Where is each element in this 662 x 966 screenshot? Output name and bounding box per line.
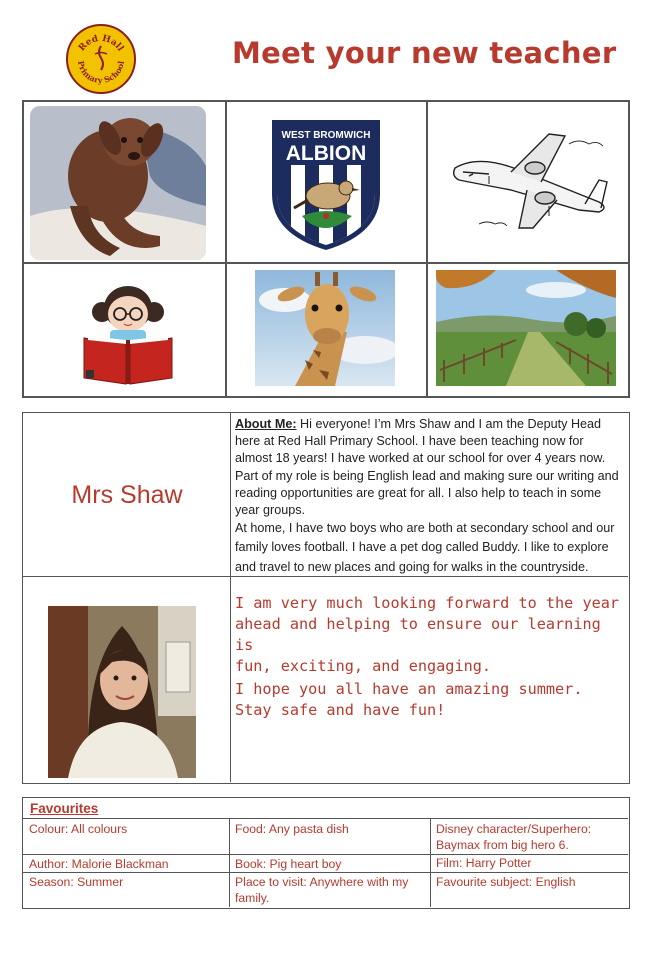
about-line: here at Red Hall Primary School. I have been teaching now for bbox=[235, 434, 584, 449]
picture-grid bbox=[22, 100, 630, 398]
teacher-name: Mrs Shaw bbox=[71, 481, 183, 509]
crest-line1: WEST BROMWICH bbox=[281, 130, 371, 141]
west-bromwich-albion-crest-icon bbox=[268, 116, 384, 252]
giraffe-photo bbox=[255, 270, 395, 386]
about-line: family loves football. I have a pet dog called Buddy. I like to explore bbox=[235, 540, 609, 555]
about-line: year groups. bbox=[235, 503, 306, 518]
fav-film: Film: Harry Potter bbox=[436, 856, 532, 870]
fav-disney-line2: Baymax from big hero 6. bbox=[436, 838, 569, 852]
about-line: almost 18 years! I have worked at our school for over 4 years now. bbox=[235, 451, 606, 466]
dog-photo bbox=[30, 106, 206, 260]
about-line: Hi everyone! I’m Mrs Shaw and I am the Deputy Head bbox=[296, 417, 602, 431]
girl-reading-book-icon bbox=[80, 274, 176, 386]
fav-place-line1: Place to visit: Anywhere with my bbox=[235, 875, 409, 889]
airplane-sketch-icon bbox=[449, 124, 614, 242]
quote-line: ahead and helping to ensure our learning is bbox=[235, 615, 601, 654]
about-line: reading opportunities are great for all. I also help to teach in some bbox=[235, 485, 602, 500]
page-title: Meet your new teacher bbox=[232, 36, 617, 70]
quote-looking-forward bbox=[235, 593, 625, 677]
fav-season: Season: Summer bbox=[29, 875, 124, 889]
fav-book: Book: Pig heart boy bbox=[235, 857, 342, 871]
teacher-photo bbox=[48, 606, 196, 778]
svg-text:Primary School: Primary School bbox=[75, 59, 126, 86]
countryside-path-photo bbox=[436, 270, 616, 386]
about-line: At home, I have two boys who are both at secondary school and our bbox=[235, 521, 615, 536]
fav-subject: Favourite subject: English bbox=[436, 875, 576, 889]
about-me-text bbox=[235, 416, 627, 576]
quote-line: I hope you all have an amazing summer. bbox=[235, 680, 583, 698]
favourites-table bbox=[22, 797, 630, 909]
favourites-title: Favourites bbox=[30, 801, 99, 816]
fav-colour: Colour: All colours bbox=[29, 822, 128, 836]
quote-summer bbox=[235, 679, 625, 721]
about-section bbox=[22, 412, 630, 784]
quote-line: fun, exciting, and engaging. bbox=[235, 657, 492, 675]
fav-author: Author: Malorie Blackman bbox=[29, 857, 169, 871]
svg-text:Red Hall: Red Hall bbox=[77, 33, 126, 54]
fav-food: Food: Any pasta dish bbox=[235, 822, 349, 836]
about-line: and travel to new places and going for walks in the countryside. bbox=[235, 559, 589, 574]
quote-line: Stay safe and have fun! bbox=[235, 701, 446, 719]
about-me-label: About Me: bbox=[235, 417, 297, 431]
quote-line: I am very much looking forward to the year bbox=[235, 594, 620, 612]
about-line: Part of my role is being English lead and making sure our writing and bbox=[235, 468, 619, 483]
crest-line2: ALBION bbox=[285, 142, 367, 165]
school-logo bbox=[66, 24, 136, 94]
fav-disney-line1: Disney character/Superhero: bbox=[436, 822, 592, 836]
fav-place-line2: family. bbox=[235, 891, 270, 905]
